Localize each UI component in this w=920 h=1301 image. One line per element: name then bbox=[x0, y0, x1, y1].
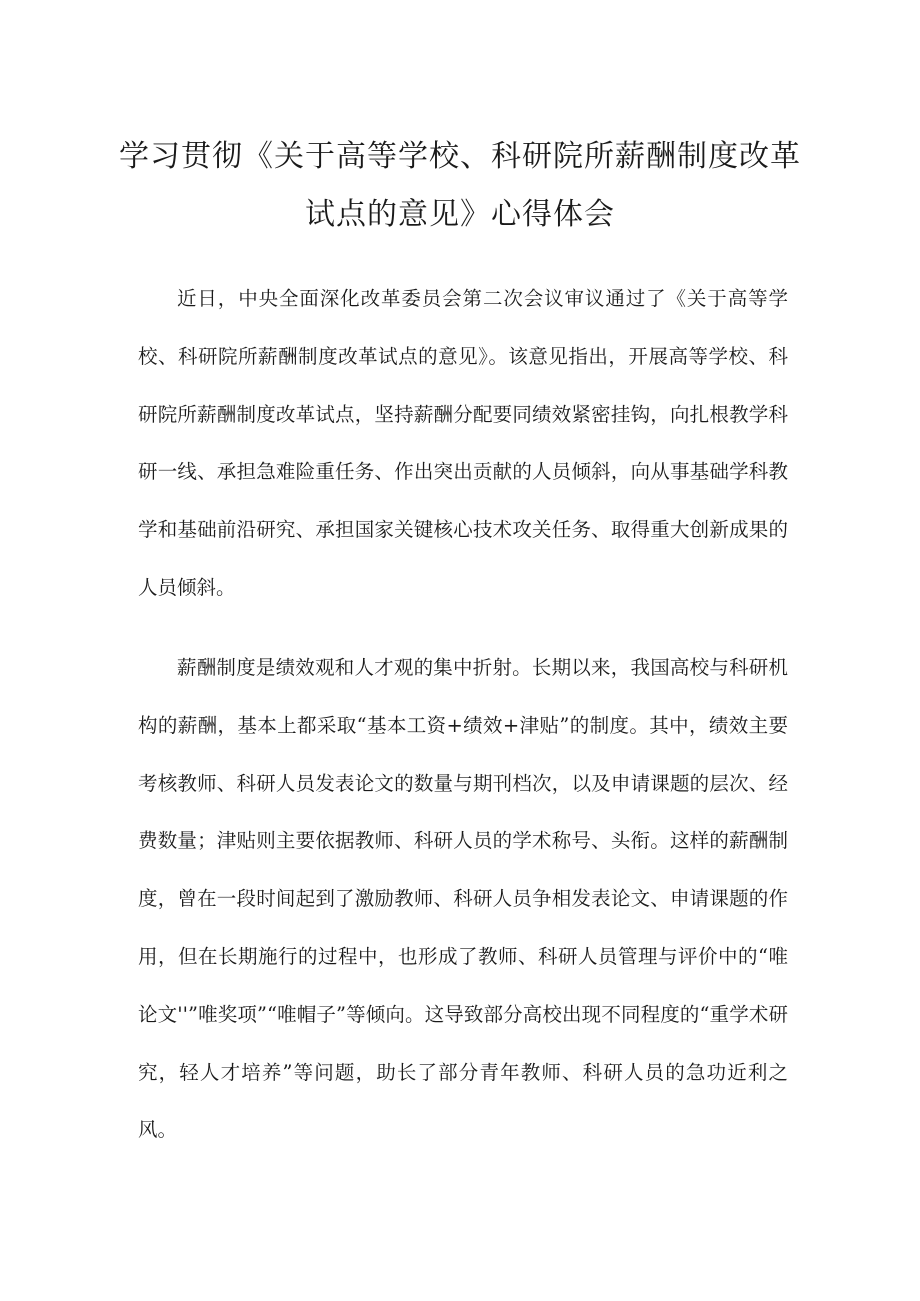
body-paragraph-1: 近日，中央全面深化改革委员会第二次会议审议通过了《关于高等学校、科研院所薪酬制度改革试点的意见》。该意见指出，开展高等学校、科研院所薪酬制度改革试点，坚持薪酬分配要同绩效紧密挂钩，向扎根教学科研一线、承担急难险重任务、作出突出贡献的人员倾斜，向从事基础学科教学和基础前沿研究、承担国家关键核心技术攻关任务、取得重大创新成果的人员倾斜。 bbox=[138, 287, 788, 599]
title-line-1: 学习贯彻《关于高等学校、科研院所薪酬制度改革 bbox=[119, 139, 801, 174]
body-paragraph-2: 薪酬制度是绩效观和人才观的集中折射。长期以来，我国高校与科研机构的薪酬，基本上都采取“基本工资+绩效+津贴”的制度。其中，绩效主要考核教师、科研人员发表论文的数量与期刊档次，以及申请课题的层次、经费数量；津贴则主要依据教师、科研人员的学术称号、头衔。这样的薪酬制度，曾在一段时间起到了激励教师、科研人员争相发表论文、申请课题的作用，但在长期施行的过程中，也形成了教师、科研人员管理与评价中的“唯论文''”唯奖项”“唯帽子”等倾向。这导致部分高校出现不同程度的“重学术研究，轻人才培养”等问题，助长了部分青年教师、科研人员的急功近利之风。 bbox=[138, 656, 788, 1142]
document-title bbox=[0, 128, 920, 244]
title-line-2: 试点的意见》心得体会 bbox=[305, 197, 615, 232]
